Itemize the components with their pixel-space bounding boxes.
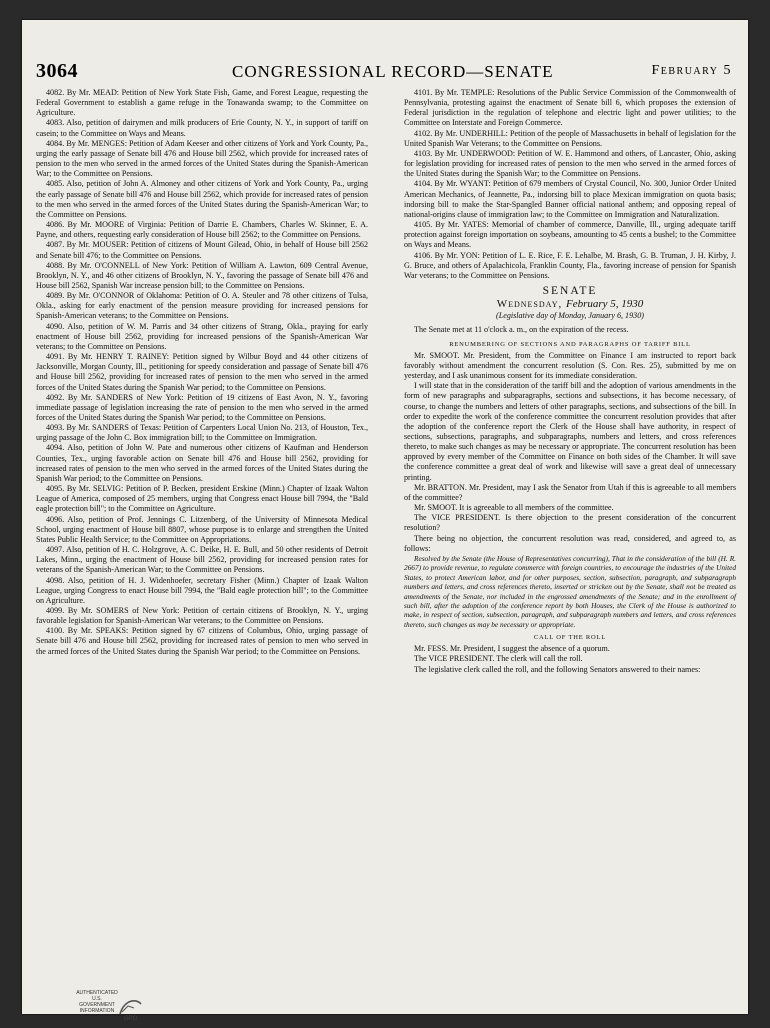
paragraph: The legislative clerk called the roll, and the following Senators answered to their names: — [414, 664, 701, 674]
page-header — [36, 60, 732, 84]
seal-mark-text: GPO — [124, 1016, 138, 1022]
session-date-text: February 5, 1930 — [565, 298, 644, 311]
renumbering-heading: RENUMBERING OF SECTIONS AND PARAGRAPHS OF TARIFF BILL — [449, 340, 691, 348]
paragraph: 4106. By Mr. YON: Petition of L. E. Rice, F. E. Lehalbe, M. Brash, G. B. Truman, J. H. Kirby, J. G. Bruce, and others of Apalachicola, Franklin County, Fla., favoring increase of pension for Spanish War veterans; to the Committee on Pensions. — [404, 250, 736, 280]
paragraph: I will state that in the consideration of the tariff bill and the adoption of various amendments in the form of new paragraphs and subparagraphs, sections and subsections, it has become necessary, of course, to change the numbers and letters of other paragraphs, sections, and subsections of the bill. In order to expedite the work of the conference committee the concurrent resolution provides that after the adoption of the conference report the Clerk of the House shall have authority, in respect of sections, subsections, paragraphs, and subparagraphs, numbers and letters, and cross references thereto, to make such changes as may be necessary or appropriate. The concurrent resolution has been approved by every member of the Committee on Finance on both sides of the Chamber. It will save the conference committee a great deal of work and likewise will save a great deal of unnecessary printing. — [404, 381, 736, 482]
page-title: CONGRESSIONAL RECORD—SENATE — [232, 62, 554, 81]
paragraph: 4082. By Mr. MEAD: Petition of New York State Fish, Game, and Forest League, requesting the Federal Government to establish a game refuge in the Tonawanda swamp; to the Committee on Agriculture. — [36, 88, 368, 118]
paragraph: 4096. Also, petition of Prof. Jennings C. Litzenberg, of the University of Minnesota Medical School, urging enactment of House bill 8807, whose purpose is to enlarge and strengthen the United States Public Health Service; to the Committee on Appropriations. — [36, 514, 368, 544]
page-number: 3064 — [36, 60, 78, 82]
paragraph: 4098. Also, petition of H. J. Widenhoefer, secretary Fisher (Minn.) Chapter of Izaak Walton League, urging Congress to enact House bill 7994, the "Bald eagle protection bill"; to the Committee on Agriculture. — [36, 575, 368, 605]
paragraph: 4097. Also, petition of H. C. Holzgrove, A. C. Deike, H. E. Bull, and 50 other residents of Detroit Lakes, Minn., urging the enactment of House bill 2562, providing for increased pension rates for veterans of the Spanish-American War; to the Committee on Pensions. — [36, 545, 368, 575]
page-date: February 5 — [651, 63, 732, 78]
session-day: Wednesday, — [496, 298, 563, 311]
paragraph: Mr. BRATTON. Mr. President, may I ask the Senator from Utah if this is agreeable to all members of the committee? — [404, 482, 736, 502]
session-date — [404, 299, 736, 309]
paragraph: 4083. Also, petition of dairymen and milk producers of Erie County, N. Y., in support of tariff on casein; to the Committee on Ways and Means. — [36, 118, 368, 138]
opening-paragraph: The Senate met at 11 o'clock a. m., on the expiration of the recess. — [414, 325, 629, 335]
paragraph: 4103. By Mr. UNDERWOOD: Petition of W. E. Hammond and others, of Lancaster, Ohio, asking for legislation providing for increased rates of pension to the men who served in the armed forces of the United States during the Spanish War; to the Committee on Pensions. — [404, 148, 736, 179]
paragraph: 4091. By Mr. HENRY T. RAINEY: Petition signed by Wilbur Boyd and 44 other citizens of Jacksonville, Morgan County, Ill., petitioning for speedy consideration and passage of Senate bill 476 and House bill 2562, providing for increased rates of pension to the men who served in the armed forces of the United States during the Spanish War period; to the Committee on Pensions. — [36, 352, 368, 392]
paragraph: Mr. FESS. Mr. President, I suggest the absence of a quorum. — [414, 644, 610, 654]
paragraph: 4088. By Mr. O'CONNELL of New York: Petition of William A. Lawton, 609 Central Avenue, Brooklyn, N. Y., and 46 other citizens of Brooklyn, N. Y., favoring the passage of Senate bill 476 and House bill 2562, Spanish War increase pension bill; to the Committee on Pensions. — [36, 260, 368, 290]
paragraph: 4092. By Mr. SANDERS of New York: Petition of 19 citizens of East Avon, N. Y., favoring immediate passage of legislation increasing the rate of pension to the men who served in the armed forces of the United States during the Spanish War period; to the Committee on Pensions. — [36, 392, 368, 422]
seal-text: AUTHENTICATED U.S. GOVERNMENT INFORMATION — [76, 990, 118, 1014]
gpo-seal-icon — [116, 994, 144, 1022]
paragraph: The VICE PRESIDENT. Is there objection to the present consideration of the concurrent resolution? — [404, 513, 736, 533]
right-column — [404, 88, 736, 675]
call-of-roll-heading: CALL OF THE ROLL — [533, 634, 607, 642]
paragraph: The VICE PRESIDENT. The clerk will call the roll. — [414, 654, 583, 664]
paragraph: 4094. Also, petition of John W. Pate and numerous other citizens of Kaufman and Henderson Counties, Tex., urging favorable action on Senate bill 476 and House bill 2562, providing for increased rates of pension to the men who served in the armed forces of the United States during the Spanish War period; to the Committee on Pensions. — [36, 443, 368, 483]
legislative-day: (Legislative day of Monday, January 6, 1930) — [496, 311, 644, 321]
left-column — [36, 88, 368, 657]
paragraph: 4086. By Mr. MOORE of Virginia: Petition of Darrie E. Chambers, Charles W. Skinner, E. A. Payne, and others, requesting early consideration of House bill 2562; to the Committee on Pensions. — [36, 220, 368, 240]
paragraph: 4085. Also, petition of John A. Almoney and other citizens of York and York County, Pa., urging the early passage of Senate bill 476 and House bill 2562, which provide for increased rates of pension to the men who served in the armed forces of the United States during the Spanish-American War; to the Committee on Pensions. — [36, 179, 368, 219]
senate-heading: SENATE — [542, 284, 598, 297]
paragraph: 4102. By Mr. UNDERHILL: Petition of the people of Massachusetts in behalf of legislation for the United Spanish War Veterans; to the Committee on Pensions. — [404, 128, 736, 148]
resolution-text-italic: Resolved by the Senate (the House of Representatives concurring), That in the consideration of the bill (H. R. 2667) to provide revenue, to regulate commerce with foreign countries, to encourage the industries of the United States, to protect American labor, and for other purposes, section, subsection, paragraph, and subparagraph numbers and letters, and cross references thereto, inserted or stricken out by the Senate, shall not be treated as amendments of the Senate, nor included in the engrossed amendments of the Senate; and in the enrollment of such bill, after the adoption of the conference report by both Houses, the Clerk of the House is authorized to make, in respect of section, subsection, paragraph, and subparagraph numbers and letters, and cross references thereto, such changes as may be necessary or appropriate. — [404, 553, 736, 629]
resolution-text — [404, 554, 736, 629]
paragraph: 4101. By Mr. TEMPLE: Resolutions of the Public Service Commission of the Commonwealth of Pennsylvania, protesting against the enactment of Senate bill 6, which proposes the extension of Federal jurisdiction in the regulation of telephone and electric light and power utilities; to the Committee on Interstate and Foreign Commerce. — [404, 88, 736, 128]
paragraph: Mr. SMOOT. Mr. President, from the Committee on Finance I am instructed to report back favorably without amendment the concurrent resolution (S. Con. Res. 25), submitted by me on yesterday, and I ask unanimous consent for its immediate consideration. — [404, 350, 736, 381]
paragraph: 4087. By Mr. MOUSER: Petition of citizens of Mount Gilead, Ohio, in behalf of House bill 2562 and Senate bill 476; to the Committee on Pensions. — [36, 240, 368, 260]
paragraph: 4105. By Mr. YATES: Memorial of chamber of commerce, Danville, Ill., urging adequate tariff protection against foreign importation on soybeans, amounting to 45 cents a bushel; to the Committee on Ways and Means. — [404, 220, 736, 250]
renumbering-section — [404, 351, 736, 554]
paragraph: 4095. By Mr. SELVIG: Petition of P. Becken, president Erskine (Minn.) Chapter of Izaak Walton League of America, composed of 25 members, urging that Congress enact House bill 7994, the "Bald eagle protection bill"; to the Committee on Agriculture. — [36, 484, 368, 514]
petition-list — [404, 88, 736, 281]
paragraph: 4104. By Mr. WYANT: Petition of 679 members of Crystal Council, No. 300, Junior Order United American Mechanics, of Jeannette, Pa., indorsing bill to place Mexican immigration on quota basis; indorsing bill to make the Star-Spangled Banner official national anthem; and opposing repeal of national-origins clause of immigration law; to the Committee on Immigration and Naturalization. — [404, 179, 736, 219]
paragraph: 4100. By Mr. SPEAKS: Petition signed by 67 citizens of Columbus, Ohio, urging passage of Senate bill 476 and House bill 2562, providing for increased rates of pension to men who served in the armed forces of the United States during the Spanish War period; to the Committee on Pensions. — [36, 626, 368, 656]
call-of-roll-section — [404, 644, 736, 674]
paragraph: 4099. By Mr. SOMERS of New York: Petition of certain citizens of Brooklyn, N. Y., urging favorable legislation for Spanish-American War veterans; to the Committee on Pensions. — [36, 605, 368, 626]
paragraph: 4084. By Mr. MENGES: Petition of Adam Keeser and other citizens of York and York County, Pa., urging the early passage of Senate bill 476 and House bill 2562, which provide for increased rates of pension to the men who served in the armed forces of the United States during the Spanish-American War; to the Committee on Pensions. — [36, 138, 368, 179]
gpo-seal — [74, 988, 144, 1028]
paragraph: 4093. By Mr. SANDERS of Texas: Petition of Carpenters Local Union No. 213, of Houston, Tex., urging passage of the John C. Box immigration bill; to the Committee on Immigration. — [36, 423, 368, 443]
paragraph: Mr. SMOOT. It is agreeable to all members of the committee. — [414, 503, 614, 513]
paragraph: 4089. By Mr. O'CONNOR of Oklahoma: Petition of O. A. Steuler and 78 other citizens of Tulsa, Okla., asking for early enactment of the pension measure providing for increased pensions for Spanish-American veterans; to the Committee on Pensions. — [36, 291, 368, 321]
paragraph: There being no objection, the concurrent resolution was read, considered, and agreed to, as follows: — [404, 533, 736, 553]
paragraph: 4090. Also, petition of W. M. Parris and 34 other citizens of Strang, Okla., praying for early enactment of House bill 2562, providing for increased pensions of the Spanish-American War veterans; to the Committee on Pensions. — [36, 321, 368, 351]
document-page — [22, 20, 748, 1022]
